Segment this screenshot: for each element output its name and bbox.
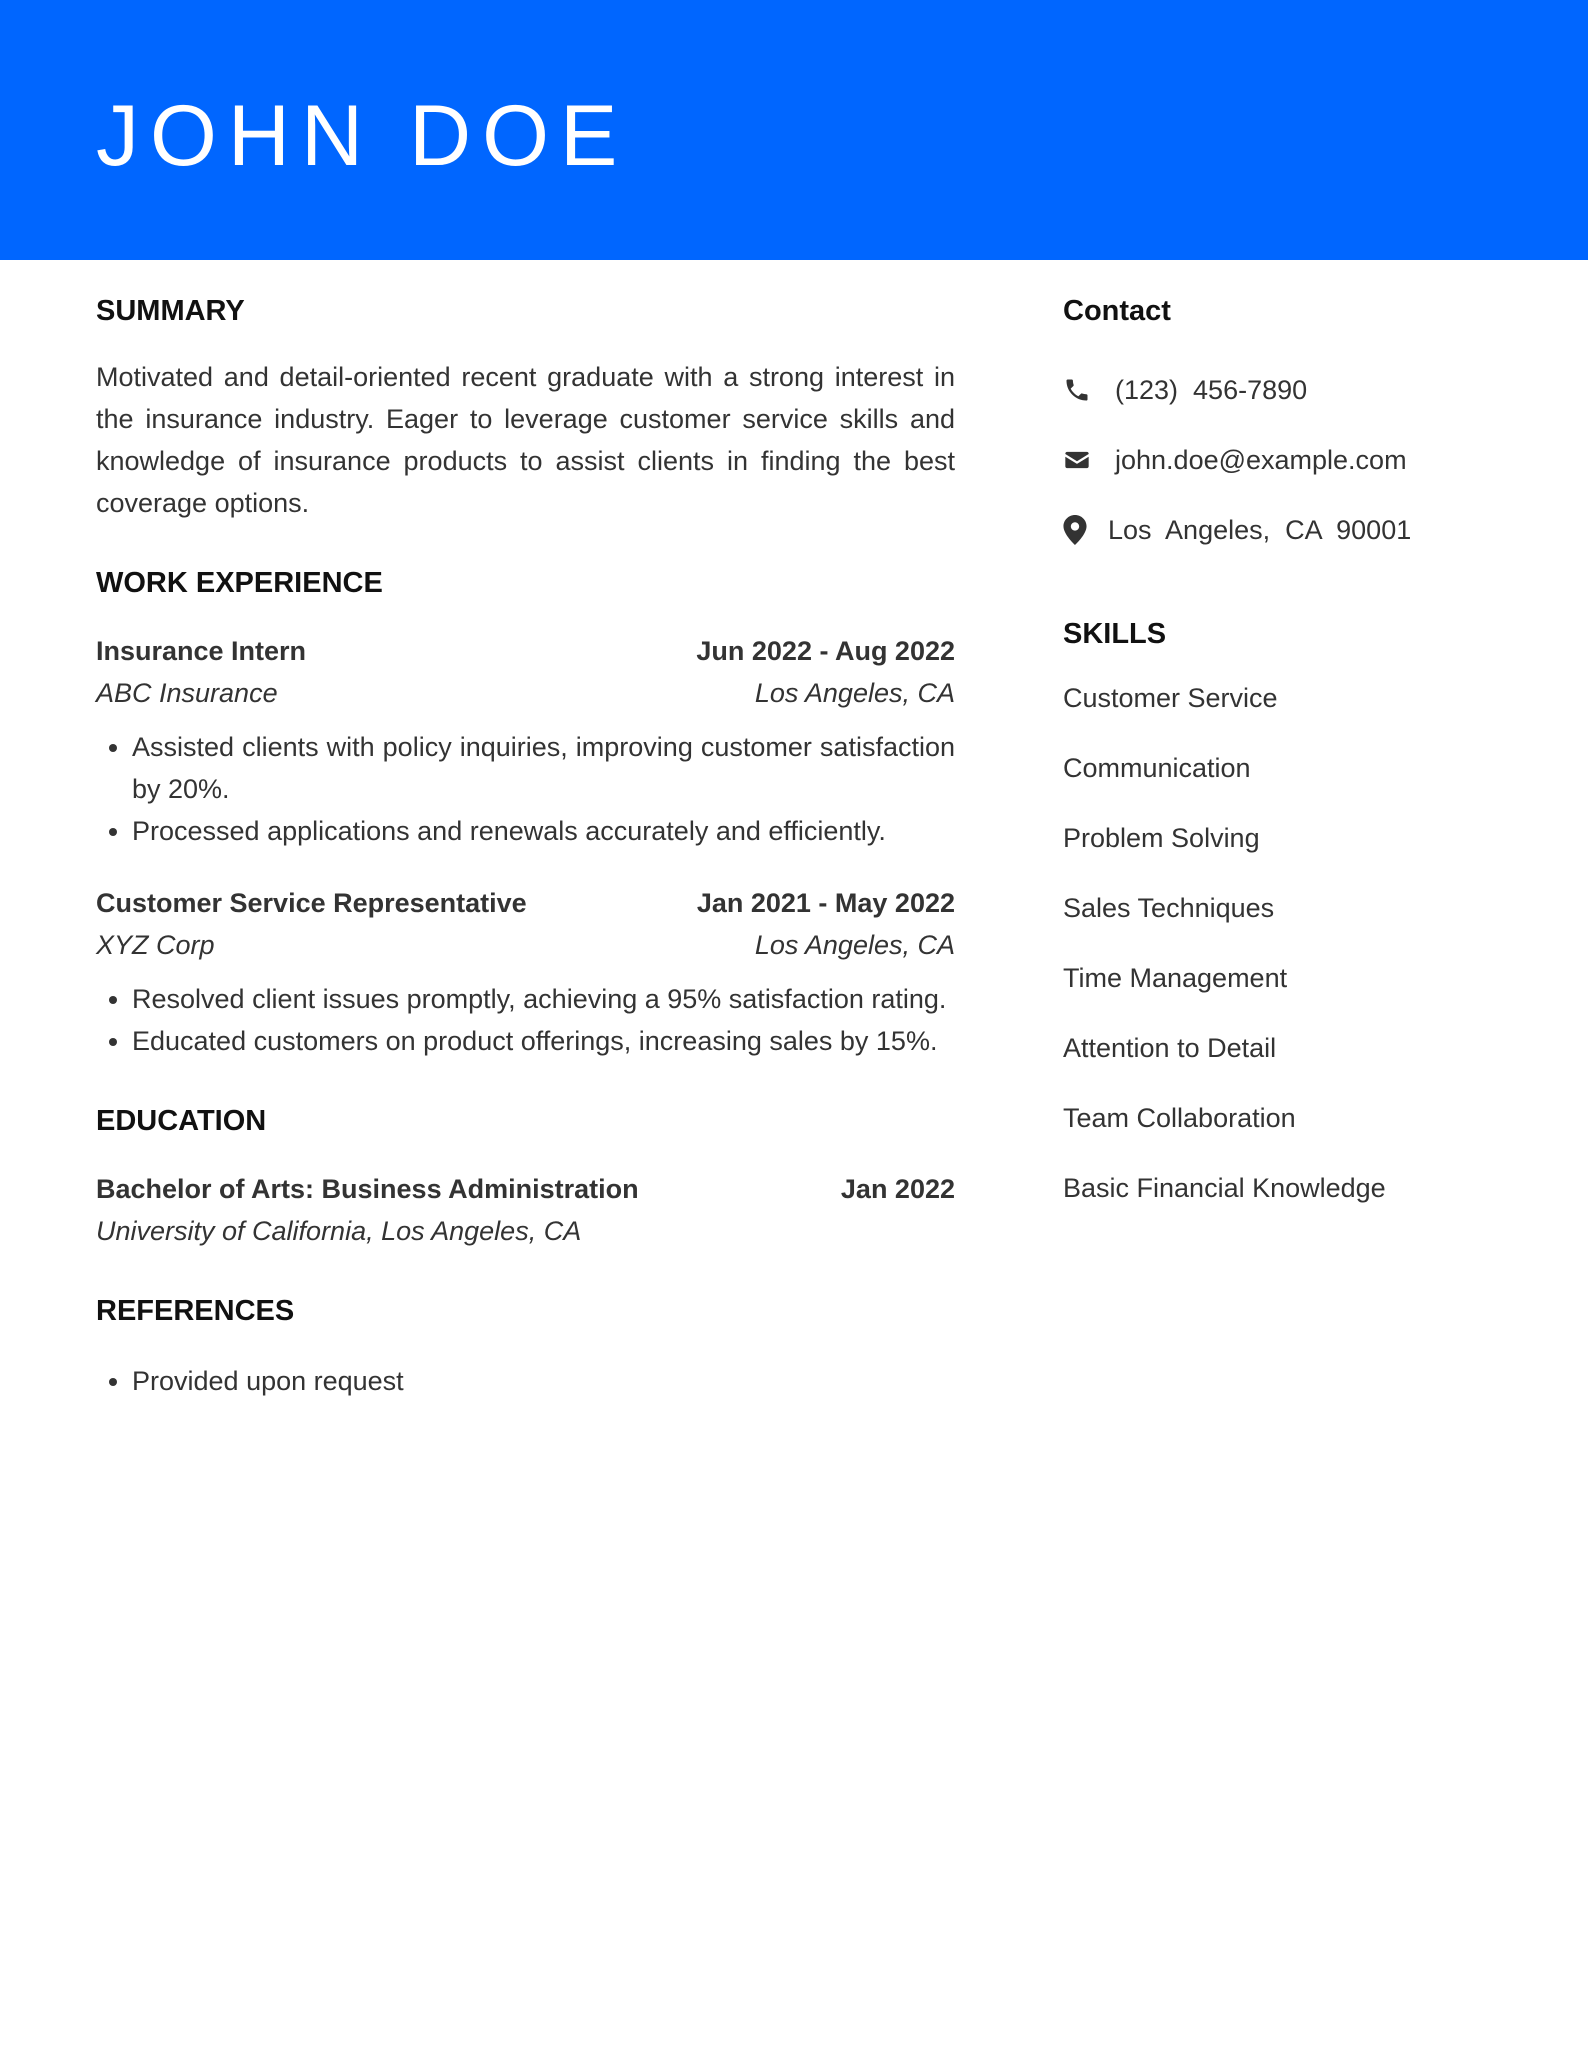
skill-item: Customer Service bbox=[1063, 683, 1278, 713]
contact-phone bbox=[1063, 369, 1523, 411]
phone-icon bbox=[1063, 376, 1115, 404]
education-entry bbox=[96, 1168, 955, 1252]
job-dates: Jun 2022 - Aug 2022 bbox=[696, 636, 955, 666]
skill-item: Team Collaboration bbox=[1063, 1103, 1296, 1133]
education-heading: EDUCATION bbox=[96, 1105, 267, 1137]
skills-heading: SKILLS bbox=[1063, 618, 1167, 650]
skill-item: Communication bbox=[1063, 753, 1251, 783]
skill-item: Basic Financial Knowledge bbox=[1063, 1173, 1386, 1203]
reference-item: • Provided upon request bbox=[132, 1360, 955, 1402]
skill-item: Problem Solving bbox=[1063, 823, 1260, 853]
sidebar-column bbox=[1063, 290, 1523, 1209]
contact-location bbox=[1063, 509, 1523, 551]
envelope-icon bbox=[1063, 446, 1115, 474]
job-bullet: • Educated customers on product offerings, increasing sales by 15%. bbox=[132, 1020, 955, 1062]
school: University of California, Los Angeles, CA bbox=[96, 1216, 582, 1246]
summary-heading: SUMMARY bbox=[96, 295, 245, 327]
job-bullet: • Processed applications and renewals accurately and efficiently. bbox=[132, 810, 955, 852]
job-bullets bbox=[96, 978, 955, 1062]
contact-email[interactable] bbox=[1063, 439, 1523, 481]
contact-location-text: Los Angeles, CA 90001 bbox=[1108, 515, 1412, 545]
job-company: ABC Insurance bbox=[96, 678, 278, 708]
job-bullet: • Resolved client issues promptly, achieving a 95% satisfaction rating. bbox=[132, 978, 955, 1020]
job-entry bbox=[96, 630, 955, 852]
work-experience-heading: WORK EXPERIENCE bbox=[96, 567, 383, 599]
job-role: Insurance Intern bbox=[96, 636, 307, 666]
skills-list bbox=[1063, 677, 1523, 1209]
references-list bbox=[96, 1360, 955, 1402]
job-dates: Jan 2021 - May 2022 bbox=[696, 888, 955, 918]
map-pin-icon bbox=[1063, 515, 1108, 545]
header-banner bbox=[0, 0, 1588, 260]
job-location: Los Angeles, CA bbox=[754, 678, 955, 708]
job-bullets bbox=[96, 726, 955, 852]
references-heading: REFERENCES bbox=[96, 1295, 295, 1327]
job-entry bbox=[96, 882, 955, 1062]
candidate-name: JOHN DOE bbox=[96, 88, 629, 184]
contact-phone-text: (123) 456-7890 bbox=[1115, 375, 1308, 405]
skill-item: Attention to Detail bbox=[1063, 1033, 1277, 1063]
job-company: XYZ Corp bbox=[96, 930, 215, 960]
skill-item: Sales Techniques bbox=[1063, 893, 1275, 923]
degree: Bachelor of Arts: Business Administration bbox=[96, 1174, 639, 1204]
contact-email-text[interactable]: john.doe@example.com bbox=[1115, 445, 1407, 475]
summary-text: Motivated and detail-oriented recent graduate with a strong interest in the insurance industry. Eager to leverage customer service skills and knowledge of insurance products to assist clients in finding the best coverage options. bbox=[96, 362, 955, 518]
job-role: Customer Service Representative bbox=[96, 888, 527, 918]
job-location: Los Angeles, CA bbox=[754, 930, 955, 960]
education-date: Jan 2022 bbox=[840, 1174, 955, 1204]
contact-heading: Contact bbox=[1063, 295, 1171, 327]
skill-item: Time Management bbox=[1063, 963, 1288, 993]
job-bullet: • Assisted clients with policy inquiries, improving customer satisfaction by 20%. bbox=[132, 726, 955, 810]
main-column bbox=[96, 290, 955, 1402]
